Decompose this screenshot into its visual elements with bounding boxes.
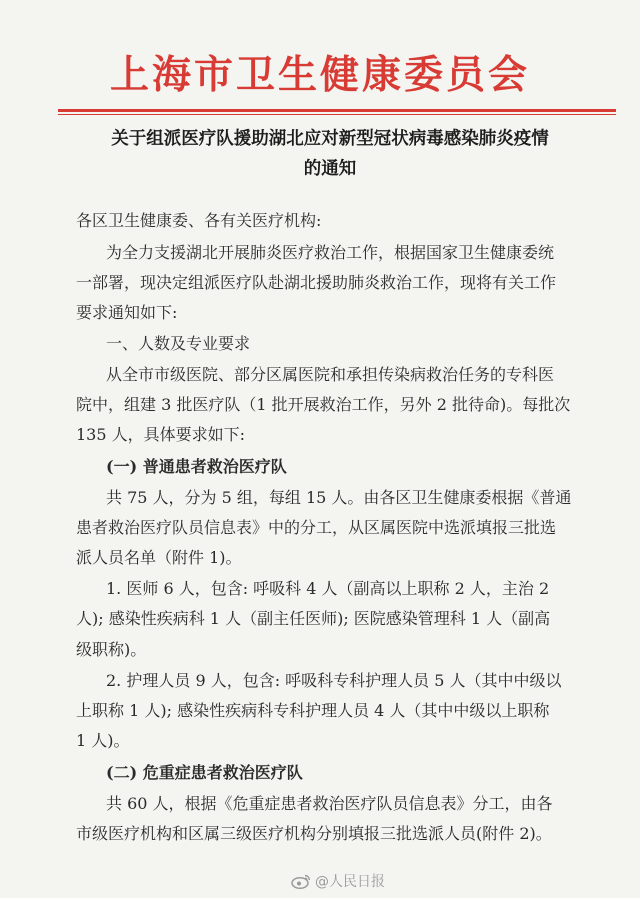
masthead-rule-thin — [58, 114, 616, 115]
body-line: 院中，组建 3 批医疗队（1 批开展救治工作，另外 2 批待命)。每批次 — [76, 395, 571, 414]
notice-title-line-1: 关于组派医疗队援助湖北应对新型冠状病毒感染肺炎疫情 — [111, 129, 549, 149]
watermark — [291, 870, 385, 892]
body-line: 市级医疗机构和区属三级医疗机构分别填报三批选派人员(附件 2)。 — [76, 824, 552, 843]
body-line: 要求通知如下: — [76, 303, 178, 322]
watermark-text: @人民日报 — [315, 874, 385, 890]
body-line: 共 60 人，根据《危重症患者救治医疗队员信息表》分工，由各 — [106, 794, 553, 813]
body-line: 2. 护理人员 9 人，包含: 呼吸科专科护理人员 5 人（其中中级以 — [106, 671, 562, 690]
notice-title — [70, 124, 590, 184]
body-line: 共 75 人，分为 5 组，每组 15 人。由各区卫生健康委根据《普通 — [106, 488, 572, 507]
notice-title-line-2: 的通知 — [303, 159, 357, 179]
weibo-icon — [291, 873, 311, 889]
body-line: 派人员名单（附件 1)。 — [76, 548, 242, 567]
masthead-rule-thick — [58, 109, 616, 112]
body-line: 135 人，具体要求如下: — [76, 425, 246, 444]
body-line: 患者救治医疗队员信息表》中的分工，从区属医院中选派填报三批选 — [76, 518, 557, 537]
body-line: 人); 感染性疾病科 1 人（副主任医师); 医院感染管理科 1 人（副高 — [76, 609, 551, 628]
body-line: 上职称 1 人); 感染性疾病科专科护理人员 4 人（其中中级以上职称 — [76, 701, 550, 720]
subsection-heading-2: (二) 危重症患者救治医疗队 — [106, 763, 303, 782]
body-line: 1 人)。 — [76, 731, 130, 750]
salutation: 各区卫生健康委、各有关医疗机构: — [76, 211, 322, 230]
body-line: 级职称)。 — [76, 640, 147, 659]
subsection-heading-1: (一) 普通患者救治医疗队 — [106, 457, 287, 476]
body-line: 一部署，现决定组派医疗队赴湖北援助肺炎救治工作，现将有关工作 — [76, 273, 557, 292]
body-line: 1. 医师 6 人，包含: 呼吸科 4 人（副高以上职称 2 人，主治 2 — [106, 579, 550, 598]
section-heading-1: 一、人数及专业要求 — [106, 334, 251, 353]
body-line: 从全市市级医院、部分区属医院和承担传染病救治任务的专科医 — [106, 365, 555, 384]
masthead-title: 上海市卫生健康委员会 — [109, 52, 530, 98]
body-line: 为全力支援湖北开展肺炎医疗救治工作，根据国家卫生健康委统 — [106, 243, 555, 262]
